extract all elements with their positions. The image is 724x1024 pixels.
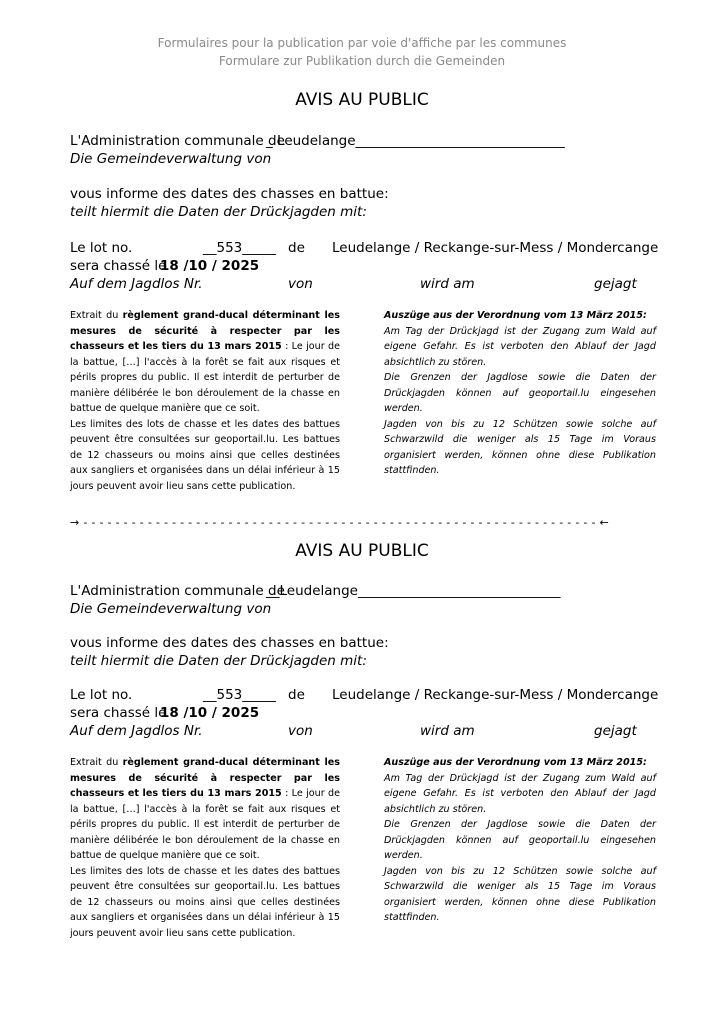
hunted-label: sera chassé le [70, 705, 167, 721]
communes-field: Leudelange / Reckange-sur-Mess / Mondercange [332, 687, 659, 703]
hunt-date: 18 /10 / 2025 [160, 705, 260, 721]
lot-number-field: __553_____ [203, 687, 277, 703]
extract-de-p3: Jagden von bis zu 12 Schützen sowie solche auf Schwarzwild die weniger als 15 Tage im Voraus organisiert werden, können ohne diese Publikation stattfinden. [384, 418, 656, 476]
gejagt-label: gejagt [594, 276, 637, 292]
admin-prefix: L'Administration communale de [70, 133, 285, 149]
cut-dashes: - - - - - - - - - - - - - - - - - - - - - - - - - - - - - - - - - - - - - - - - - - - - - - - - - - - - - - - - - - - - - - - - [83, 516, 596, 529]
communes-field: Leudelange / Reckange-sur-Mess / Mondercange [332, 240, 659, 256]
arrow-right-icon: → [70, 516, 80, 529]
extract-de [384, 308, 656, 479]
admin-label-de: Die Gemeindeverwaltung von [70, 601, 272, 617]
extract-fr-intro: Extrait du [70, 310, 119, 321]
extract-de [384, 755, 656, 926]
form-title: AVIS AU PUBLIC [295, 90, 429, 110]
extract-de-p3: Jagden von bis zu 12 Schützen sowie solche auf Schwarzwild die weniger als 15 Tage im Voraus organisiert werden, können ohne diese Publikation stattfinden. [384, 865, 656, 923]
extract-fr-regulation: règlement grand-ducal déterminant les mesures de sécurité à respecter par les chasseurs et les tiers du 13 mars 2015 [70, 310, 340, 352]
extract-de-heading: Auszüge aus der Verordnung vom 13 März 2015: [384, 310, 647, 321]
lot-label: Le lot no. [70, 687, 133, 703]
extract-fr-regulation: règlement grand-ducal déterminant les mesures de sécurité à respecter par les chasseurs et les tiers du 13 mars 2015 [70, 757, 340, 799]
extract-fr-text1: : Le jour de la battue, […] l'accès à la forêt se fait aux risques et périls propres du public. Il est interdit de perturber de manière délibérée le bon déroulement de la chasse en battue de quelque manière que ce soit. [70, 788, 340, 861]
inform-fr: vous informe des dates des chasses en battue: [70, 186, 389, 202]
von-label: von [288, 276, 313, 292]
extract-fr-text1: : Le jour de la battue, […] l'accès à la forêt se fait aux risques et périls propres du public. Il est interdit de perturber de manière délibérée le bon déroulement de la chasse en battue de quelque manière que ce soit. [70, 341, 340, 414]
hunt-date: 18 /10 / 2025 [160, 258, 260, 274]
header-line-de: Formulare zur Publikation durch die Gemeinden [218, 54, 506, 68]
wird-label: wird am [420, 723, 475, 739]
cut-line [70, 516, 650, 529]
de-label: de [288, 240, 305, 256]
auf-label: Auf dem Jagdlos Nr. [70, 276, 203, 292]
extract-fr-intro: Extrait du [70, 757, 119, 768]
extract-fr [70, 755, 340, 941]
inform-de: teilt hiermit die Daten der Drückjagden mit: [70, 204, 367, 220]
admin-commune-field: __Leudelange______________________________ [266, 583, 561, 599]
extract-fr-text2: Les limites des lots de chasse et les dates des battues peuvent être consultées sur geoportail.lu. Les battues de 12 chasseurs ou moins ainsi que celles destinées aux sangliers et organisées dans un délai inférieur à 15 jours peuvent avoir lieu sans cette publication. [70, 418, 340, 492]
lot-label: Le lot no. [70, 240, 133, 256]
header-line-fr: Formulaires pour la publication par voie d'affiche par les communes [157, 36, 567, 50]
admin-label-de: Die Gemeindeverwaltung von [70, 151, 272, 167]
auf-label: Auf dem Jagdlos Nr. [70, 723, 203, 739]
gejagt-label: gejagt [594, 723, 637, 739]
inform-de: teilt hiermit die Daten der Drückjagden mit: [70, 653, 367, 669]
von-label: von [288, 723, 313, 739]
wird-label: wird am [420, 276, 475, 292]
extract-de-p2: Die Grenzen der Jagdlose sowie die Daten der Drückjagden können auf geoportail.lu eingesehen werden. [384, 372, 656, 414]
extract-de-heading: Auszüge aus der Verordnung vom 13 März 2015: [384, 757, 647, 768]
de-label: de [288, 687, 305, 703]
extract-de-p1: Am Tag der Drückjagd ist der Zugang zum Wald auf eigene Gefahr. Es ist verboten den Ablauf der Jagd absichtlich zu stören. [384, 325, 656, 368]
admin-commune-field: _ Leudelange_______________________________ [266, 133, 565, 149]
inform-fr: vous informe des dates des chasses en battue: [70, 635, 389, 651]
lot-number-field: __553_____ [203, 240, 277, 256]
form-title: AVIS AU PUBLIC [295, 541, 429, 561]
extract-fr [70, 308, 340, 494]
hunted-label: sera chassé le [70, 258, 167, 274]
extract-de-p1: Am Tag der Drückjagd ist der Zugang zum Wald auf eigene Gefahr. Es ist verboten den Ablauf der Jagd absichtlich zu stören. [384, 772, 656, 815]
arrow-left-icon: ← [599, 516, 610, 529]
extract-fr-text2: Les limites des lots de chasse et les dates des battues peuvent être consultées sur geoportail.lu. Les battues de 12 chasseurs ou moins ainsi que celles destinées aux sangliers et organisées dans un délai inférieur à 15 jours peuvent avoir lieu sans cette publication. [70, 865, 340, 939]
admin-prefix: L'Administration communale de [70, 583, 285, 599]
extract-de-p2: Die Grenzen der Jagdlose sowie die Daten der Drückjagden können auf geoportail.lu eingesehen werden. [384, 819, 656, 861]
